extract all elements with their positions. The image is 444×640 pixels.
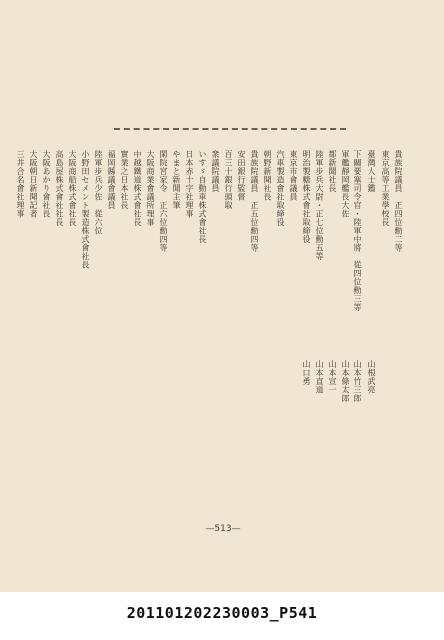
- text-column: 東京高等工業學校長: [381, 150, 390, 227]
- name-column: 山本竹三郎: [353, 360, 362, 403]
- text-column: 三井合名會社理事: [16, 150, 25, 218]
- text-column: 軍艦靜岡艦長大佐: [341, 150, 350, 218]
- text-column: 安田銀行監督: [237, 150, 246, 201]
- text-column: 衆議院議員: [211, 150, 220, 193]
- text-column: 實業之日本社長: [120, 150, 129, 210]
- text-column: 大阪あかり會社長: [42, 150, 51, 218]
- text-column: 大阪朝日新聞記者: [29, 150, 38, 218]
- text-column: 都新聞社長: [328, 150, 337, 193]
- name-column: 山本條太郎: [341, 360, 350, 403]
- text-column: 閑院宮家令 正六位勳四等: [159, 150, 168, 252]
- text-column: 東京市會議員: [289, 150, 298, 201]
- text-column: 大阪商業會議所理事: [146, 150, 155, 227]
- text-column: 臺灣人士鑑: [367, 150, 376, 193]
- text-column: いすゞ自動車株式會社長: [198, 150, 207, 244]
- text-column: 朝野新聞社長: [263, 150, 272, 201]
- text-column: 高島屋株式會社社長: [55, 150, 64, 227]
- text-column: 汽車製造會社取締役: [276, 150, 285, 227]
- text-column: 明治製糖株式會社取締役: [302, 150, 311, 244]
- text-column: 大阪商船株式會社長: [68, 150, 77, 227]
- text-column: 日本赤十字社理事: [185, 150, 194, 218]
- text-column: やまと新聞主筆: [172, 150, 181, 210]
- text-column: 下關要塞司令官・陸軍中將 從四位勳三等: [353, 150, 362, 312]
- image-caption: 20110120223000З_P541: [126, 604, 318, 622]
- name-column: 山根武亮: [367, 360, 376, 394]
- page-number: —513—: [205, 524, 241, 534]
- text-column: 百三十銀行頭取: [224, 150, 233, 210]
- text-column: 中越鐵道株式會社長: [133, 150, 142, 227]
- text-column: 陸軍步兵大尉・正七位勳五等: [315, 150, 324, 261]
- text-column: 貴族院議員 正四位勳二等: [394, 150, 403, 252]
- name-column: 山口勇: [302, 360, 311, 386]
- name-column: 山本直道: [315, 360, 324, 394]
- text-column: 小野田セメント製造株式會社長: [81, 150, 90, 269]
- name-column: 山本宣一: [328, 360, 337, 394]
- text-column: 福岡縣議會議員: [107, 150, 116, 210]
- text-column: 貴族院議員 正五位勳四等: [250, 150, 259, 252]
- text-column: 陸軍步兵少佐 從六位: [94, 150, 103, 235]
- dashed-divider: [114, 128, 346, 130]
